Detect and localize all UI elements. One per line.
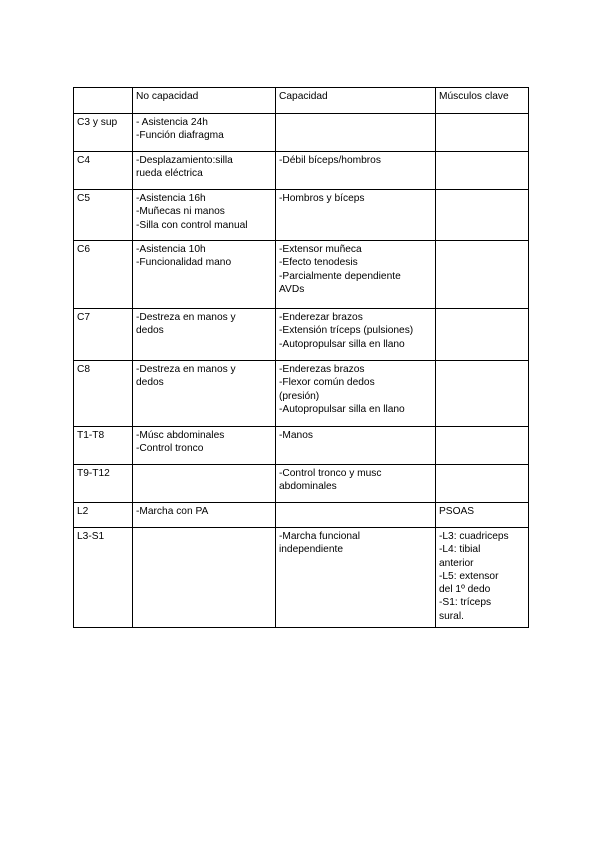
level-cell <box>74 465 133 503</box>
cell-text-line: -Débil bíceps/hombros <box>279 155 381 166</box>
cell-text-line: -Marcha funcional <box>279 531 360 542</box>
cell-text-line: -Funcionalidad mano <box>136 257 232 269</box>
table-row <box>74 190 529 241</box>
no-capacidad-cell <box>133 465 276 503</box>
header-cell-musculos-clave: Músculos clave <box>436 88 529 114</box>
header-row <box>74 88 529 114</box>
cell-text-line: -Flexor común dedos <box>279 377 375 389</box>
level-cell <box>74 241 133 309</box>
table-row <box>74 465 529 503</box>
cell-text-line: (presión) <box>279 390 320 402</box>
level-label: C6 <box>77 244 91 255</box>
table-row <box>74 361 529 427</box>
no-capacidad-cell <box>133 190 276 241</box>
cell-text-line: rueda eléctrica <box>136 168 203 180</box>
cell-text-line: -Extensor muñeca <box>279 244 362 255</box>
cell-text-line: abdominales <box>279 481 337 493</box>
no-capacidad-cell <box>133 309 276 361</box>
table-row <box>74 503 529 528</box>
musculos-clave-cell <box>436 190 529 241</box>
capacidad-cell <box>276 241 436 309</box>
cell-text-line: -Silla con control manual <box>136 219 248 231</box>
level-cell <box>74 528 133 628</box>
cell-text-line: sural. <box>439 610 464 622</box>
level-cell <box>74 190 133 241</box>
cell-text-line: -L3: cuadriceps <box>439 531 509 542</box>
capacidad-cell <box>276 503 436 528</box>
table-row <box>74 152 529 190</box>
capacidad-cell <box>276 465 436 503</box>
musculos-clave-cell <box>436 152 529 190</box>
level-label: C5 <box>77 193 91 204</box>
no-capacidad-cell <box>133 361 276 427</box>
cell-text-line: independiente <box>279 544 344 556</box>
cell-text-line: -Función diafragma <box>136 130 224 142</box>
musculos-clave-cell <box>436 503 529 528</box>
level-label: C8 <box>77 364 91 375</box>
cell-text-line: -Asistencia 16h <box>136 193 206 204</box>
musculos-clave-cell <box>436 427 529 465</box>
cell-text-line: -Parcialmente dependiente <box>279 270 401 282</box>
spinal-level-table <box>73 87 529 628</box>
level-cell <box>74 309 133 361</box>
table-row <box>74 241 529 309</box>
no-capacidad-cell <box>133 152 276 190</box>
level-label: C7 <box>77 312 91 323</box>
capacidad-cell <box>276 190 436 241</box>
level-cell <box>74 152 133 190</box>
cell-text-line: -Enderezar brazos <box>279 312 363 323</box>
cell-text-line: dedos <box>136 377 164 389</box>
musculos-clave-cell <box>436 309 529 361</box>
cell-text-line: -L4: tibial <box>439 544 481 556</box>
level-cell <box>74 503 133 528</box>
capacidad-cell <box>276 114 436 152</box>
musculos-clave-cell <box>436 241 529 309</box>
capacidad-cell <box>276 528 436 628</box>
level-label: L2 <box>77 506 89 517</box>
cell-text-line: -Extensión tríceps (pulsiones) <box>279 325 414 337</box>
no-capacidad-cell <box>133 241 276 309</box>
level-label: T1-T8 <box>77 430 105 441</box>
cell-text-line: -S1: tríceps <box>439 597 492 609</box>
capacidad-cell <box>276 361 436 427</box>
cell-text-line: PSOAS <box>439 506 475 517</box>
cell-text-line: -Marcha con PA <box>136 506 209 517</box>
cell-text-line: -Músc abdominales <box>136 430 225 441</box>
table-row <box>74 528 529 628</box>
level-cell <box>74 114 133 152</box>
cell-text-line: anterior <box>439 557 474 569</box>
cell-text-line: -Destreza en manos y <box>136 364 236 375</box>
cell-text-line: -Hombros y bíceps <box>279 193 365 204</box>
cell-text-line: -Asistencia 10h <box>136 244 206 255</box>
header-cell-capacidad: Capacidad <box>276 88 436 114</box>
level-label: L3-S1 <box>77 531 105 542</box>
musculos-clave-cell <box>436 465 529 503</box>
musculos-clave-cell <box>436 114 529 152</box>
cell-text-line: - Asistencia 24h <box>136 117 208 128</box>
level-cell <box>74 427 133 465</box>
cell-text-line: -Autopropulsar silla en llano <box>279 338 405 350</box>
capacidad-cell <box>276 309 436 361</box>
cell-text-line: -Destreza en manos y <box>136 312 236 323</box>
cell-text-line: -Efecto tenodesis <box>279 257 358 269</box>
cell-text-line: -Autopropulsar silla en llano <box>279 403 405 415</box>
cell-text-line: -Control tronco y musc <box>279 468 382 479</box>
header-cell-level <box>74 88 133 114</box>
cell-text-line: -Desplazamiento:silla <box>136 155 233 166</box>
musculos-clave-cell <box>436 528 529 628</box>
cell-text-line: -Control tronco <box>136 443 204 455</box>
cell-text-line: AVDs <box>279 283 305 295</box>
no-capacidad-cell <box>133 528 276 628</box>
header-cell-no-capacidad: No capacidad <box>133 88 276 114</box>
no-capacidad-cell <box>133 427 276 465</box>
level-cell <box>74 361 133 427</box>
capacidad-cell <box>276 427 436 465</box>
cell-text-line: dedos <box>136 325 164 337</box>
table-row <box>74 309 529 361</box>
cell-text-line: -Manos <box>279 430 313 441</box>
level-label: C4 <box>77 155 91 166</box>
table-row <box>74 114 529 152</box>
musculos-clave-cell <box>436 361 529 427</box>
cell-text-line: -Enderezas brazos <box>279 364 365 375</box>
capacidad-cell <box>276 152 436 190</box>
cell-text-line: -Muñecas ni manos <box>136 206 225 218</box>
cell-text-line: -L5: extensor <box>439 570 499 582</box>
cell-text-line: del 1º dedo <box>439 584 491 596</box>
level-label: T9-T12 <box>77 468 110 479</box>
level-label: C3 y sup <box>77 117 118 128</box>
no-capacidad-cell <box>133 114 276 152</box>
no-capacidad-cell <box>133 503 276 528</box>
table-row <box>74 427 529 465</box>
